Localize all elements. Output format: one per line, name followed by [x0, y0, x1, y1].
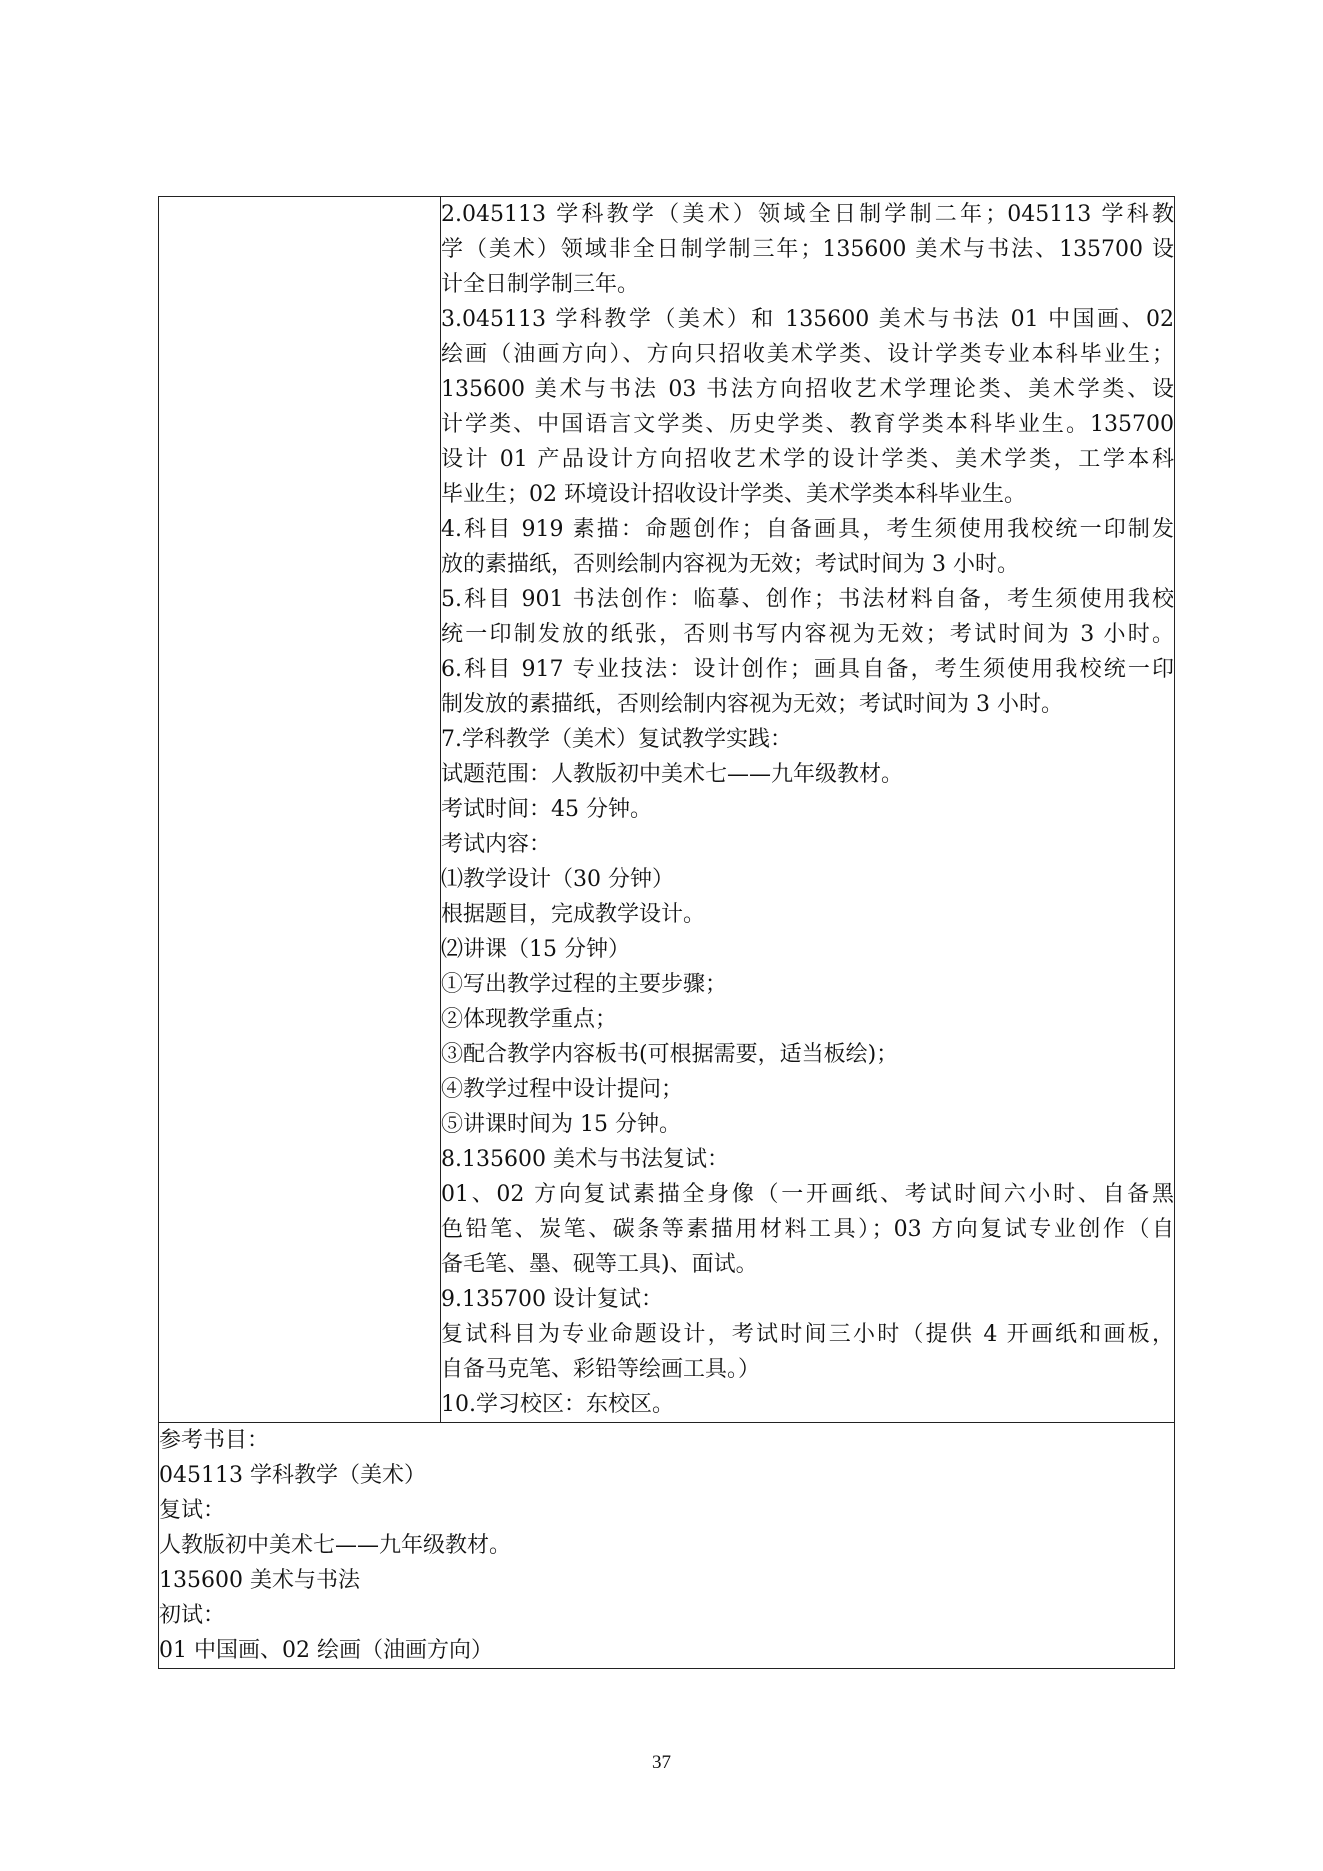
note-line: ④教学过程中设计提问； [441, 1077, 684, 1102]
references-list [159, 1423, 1174, 1668]
note-line: 设计 01 产品设计方向招收艺术学的设计学类、美术学类，工学本科 [441, 447, 1174, 472]
note-line: 放的素描纸，否则绘制内容视为无效；考试时间为 3 小时。 [441, 552, 1019, 577]
note-line: 学（美术）领域非全日制学制三年；135600 美术与书法、135700 设 [441, 237, 1174, 262]
reference-line: 初试： [159, 1603, 226, 1628]
note-line: ⑴教学设计（30 分钟） [441, 867, 674, 892]
note-line: 4.科目 919 素描：命题创作；自备画具，考生须使用我校统一印制发 [441, 517, 1174, 542]
note-line: 2.045113 学科教学（美术）领域全日制学制二年；045113 学科教 [441, 202, 1174, 227]
note-line: 8.135600 美术与书法复试： [441, 1147, 729, 1172]
note-line: 绘画（油画方向）、方向只招收美术学类、设计学类专业本科毕业生； [441, 342, 1174, 367]
note-line: 复试科目为专业命题设计，考试时间三小时（提供 4 开画纸和画板， [441, 1322, 1174, 1347]
note-line: 计学类、中国语言文学类、历史学类、教育学类本科毕业生。135700 [441, 412, 1174, 437]
note-line: 135600 美术与书法 03 书法方向招收艺术学理论类、美术学类、设 [441, 377, 1174, 402]
note-line: 毕业生；02 环境设计招收设计学类、美术学类本科毕业生。 [441, 482, 1026, 507]
note-line: 01、02 方向复试素描全身像（一开画纸、考试时间六小时、自备黑 [441, 1182, 1174, 1207]
reference-line: 01 中国画、02 绘画（油画方向） [159, 1638, 493, 1663]
note-line: ①写出教学过程的主要步骤； [441, 972, 728, 997]
note-line: 10.学习校区：东校区。 [441, 1392, 674, 1417]
note-line: 6.科目 917 专业技法：设计创作；画具自备，考生须使用我校统一印 [441, 657, 1174, 682]
note-line: 考试内容： [441, 832, 552, 857]
note-line: ⑵讲课（15 分钟） [441, 937, 630, 962]
notes-cell [441, 197, 1175, 1423]
notes-row [159, 197, 1175, 1423]
page-number: 37 [652, 1752, 671, 1773]
note-line: 计全日制学制三年。 [441, 272, 640, 297]
reference-line: 复试： [159, 1498, 226, 1523]
note-line: ⑤讲课时间为 15 分钟。 [441, 1112, 681, 1137]
note-line: 自备马克笔、彩铅等绘画工具。） [441, 1357, 761, 1382]
note-line: 根据题目，完成教学设计。 [441, 902, 706, 927]
note-line: 考试时间：45 分钟。 [441, 797, 652, 822]
note-line: 统一印制发放的纸张，否则书写内容视为无效；考试时间为 3 小时。 [441, 622, 1174, 647]
note-line: 试题范围：人教版初中美术七——九年级教材。 [441, 762, 904, 787]
empty-label-cell [159, 197, 441, 1423]
note-line: 色铅笔、炭笔、碳条等素描用材料工具）；03 方向复试专业创作（自 [441, 1217, 1174, 1242]
note-line: 5.科目 901 书法创作：临摹、创作；书法材料自备，考生须使用我校 [441, 587, 1174, 612]
reference-line: 参考书目： [159, 1428, 270, 1453]
reference-line: 045113 学科教学（美术） [159, 1463, 426, 1488]
note-line: 3.045113 学科教学（美术）和 135600 美术与书法 01 中国画、02 [441, 307, 1174, 332]
note-line: ③配合教学内容板书(可根据需要，适当板绘)； [441, 1042, 899, 1067]
note-line: 9.135700 设计复试： [441, 1287, 663, 1312]
note-line: 7.学科教学（美术）复试教学实践： [441, 727, 792, 752]
reference-line: 人教版初中美术七——九年级教材。 [159, 1533, 512, 1558]
references-row [159, 1423, 1175, 1669]
references-cell [159, 1423, 1175, 1669]
note-line: 制发放的素描纸，否则绘制内容视为无效；考试时间为 3 小时。 [441, 692, 1063, 717]
reference-line: 135600 美术与书法 [159, 1568, 360, 1593]
requirements-table [158, 196, 1175, 1669]
notes-list [441, 197, 1174, 1422]
note-line: 备毛笔、墨、砚等工具)、面试。 [441, 1252, 758, 1277]
note-line: ②体现教学重点； [441, 1007, 618, 1032]
